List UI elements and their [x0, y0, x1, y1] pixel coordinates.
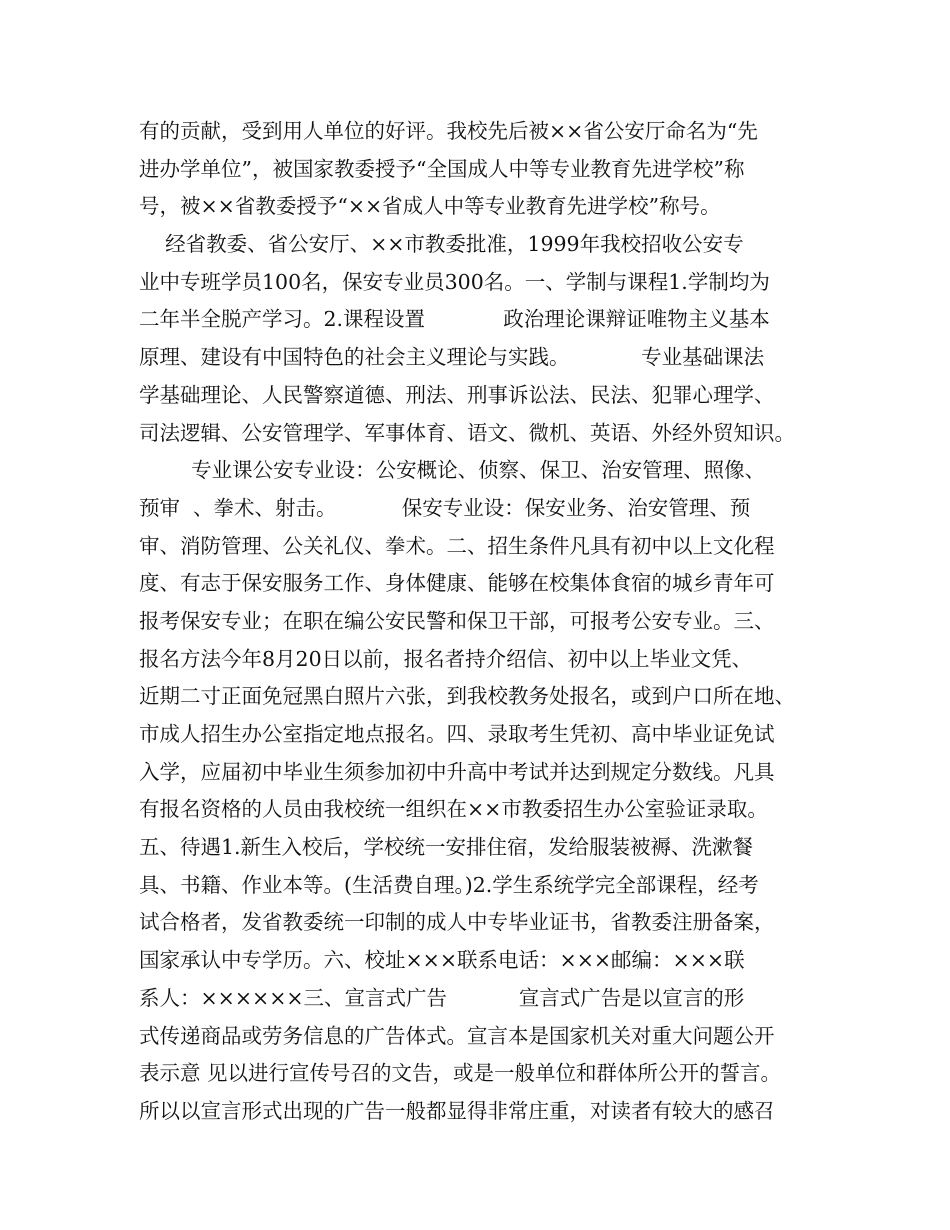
text-line: 有的贡献，受到用人单位的好评。我校先后被××省公安厅命名为“先: [139, 119, 758, 143]
text-line: 入学，应届初中毕业生须参加初中升高中考试并达到规定分数线。凡具: [139, 759, 775, 784]
body-text: [139, 113, 829, 1131]
text-line: 业中专班学员100名，保安专业员300名。一、学制与课程1.学制均为: [139, 269, 770, 294]
text-line: 学基础理论、人民警察道德、刑法、刑事诉讼法、民法、犯罪心理学、: [139, 382, 775, 407]
text-line: 报考保安专业；在职在编公安民警和保卫干部，可报考公安专业。三、: [139, 608, 775, 633]
text-line: 系人：××××××三、宣言式广告 宣言式广告是以宣言的形: [139, 985, 745, 1010]
text-line: 式传递商品或劳务信息的广告体式。宣言本是国家机关对重大问题公开: [139, 1023, 775, 1048]
text-line: 近期二寸正面免冠黑白照片六张，到我校教务处报名，或到户口所在地、: [139, 684, 795, 709]
text-line: 报名方法今年8月20日以前，报名者持介绍信、初中以上毕业文凭、: [139, 646, 753, 671]
text-line: 度、有志于保安服务工作、身体健康、能够在校集体食宿的城乡青年可: [139, 571, 775, 596]
text-line: 表示意 见以进行宣传号召的文告，或是一般单位和群体所公开的誓言。: [139, 1061, 782, 1086]
text-line: 预审 、拳术、射击。 保安专业设：保安业务、治安管理、预: [139, 495, 751, 520]
text-line: 五、待遇1.新生入校后，学校统一安排住宿，发给服装被褥、洗漱餐: [139, 835, 754, 860]
text-line: 具、书籍、作业本等。(生活费自理。)2.学生系统学完全部课程，经考: [139, 872, 759, 897]
text-line: 专业课公安专业设：公安概论、侦察、保卫、治安管理、照像、: [139, 458, 766, 483]
text-line: 审、消防管理、公关礼仪、拳术。二、招生条件凡具有初中以上文化程: [139, 533, 775, 558]
text-line: 国家承认中专学历。六、校址×××联系电话：×××邮编：×××联: [139, 948, 745, 973]
text-line: 经省教委、省公安厅、××市教委批准，1999年我校招收公安专: [139, 232, 744, 257]
text-line: 二年半全脱产学习。2.课程设置 政治理论课辩证唯物主义基本: [139, 307, 770, 332]
text-line: 号，被××省教委授予“××省成人中等专业教育先进学校”称号。: [139, 194, 721, 219]
text-line: 试合格者，发省教委统一印制的成人中专毕业证书，省教委注册备案，: [139, 910, 775, 935]
text-line: 有报名资格的人员由我校统一组织在××市教委招生办公室验证录取。: [139, 797, 768, 822]
text-line: 市成人招生办公室指定地点报名。四、录取考生凭初、高中毕业证免试: [139, 722, 775, 746]
text-line: 原理、建设有中国特色的社会主义理论与实践。 专业基础课法: [139, 345, 765, 370]
text-line: 进办学单位”，被国家教委授予“全国成人中等专业教育先进学校”称: [139, 156, 745, 181]
text-line: 所以以宣言形式出现的广告一般都显得非常庄重，对读者有较大的感召: [139, 1098, 775, 1123]
text-line: 司法逻辑、公安管理学、军事体育、语文、微机、英语、外经外贸知识。: [139, 420, 795, 445]
